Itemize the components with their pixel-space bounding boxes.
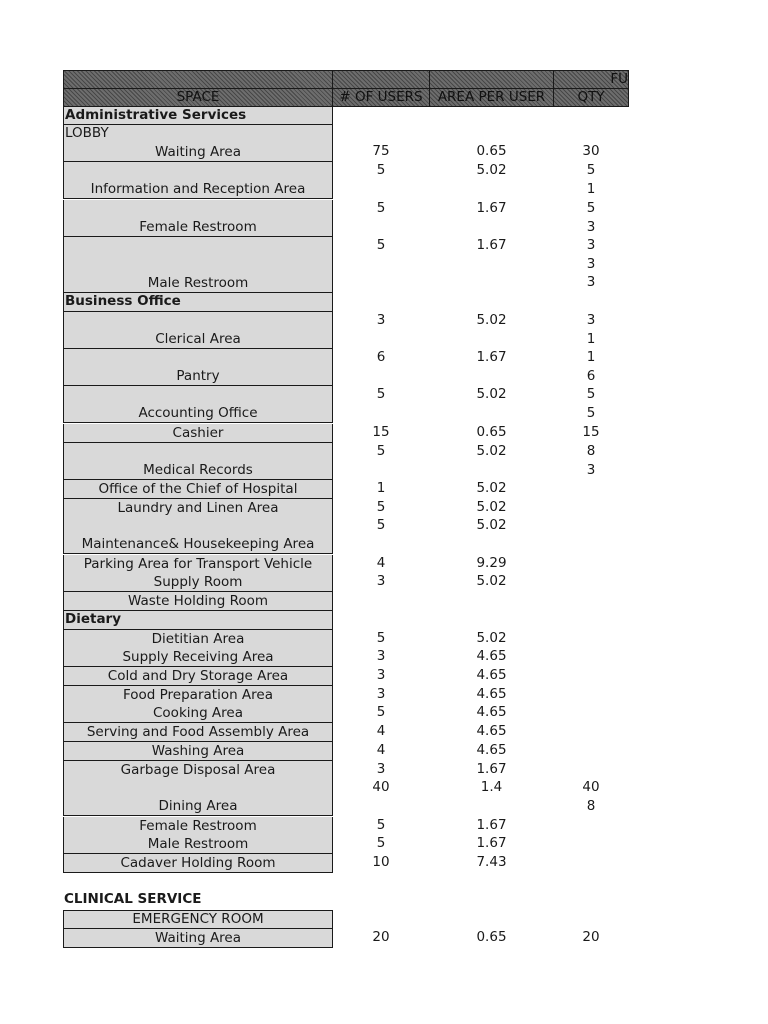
area-per-user-value[interactable]: 4.65 (476, 648, 507, 664)
area-per-user-value[interactable]: 0.65 (476, 929, 507, 945)
space-label: Laundry and Linen Area (117, 500, 279, 516)
space-label: Waste Holding Room (127, 593, 269, 609)
blank-row[interactable] (63, 873, 333, 892)
space-cell[interactable] (63, 424, 333, 443)
area-per-user-value[interactable]: 9.29 (476, 555, 507, 571)
space-label: Male Restroom (147, 836, 249, 852)
users-value[interactable]: 1 (376, 480, 386, 496)
space-label: Cadaver Holding Room (120, 855, 276, 871)
area-per-user-value[interactable]: 1.67 (476, 817, 507, 833)
space-label: Garbage Disposal Area (120, 762, 276, 778)
qty-value[interactable]: 3 (586, 237, 596, 253)
qty-value[interactable]: 6 (586, 368, 596, 384)
space-label: Administrative Services (65, 107, 247, 123)
space-cell[interactable] (63, 312, 333, 349)
users-value[interactable]: 3 (376, 761, 386, 777)
users-value[interactable]: 3 (376, 573, 386, 589)
qty-value[interactable]: 3 (586, 219, 596, 235)
space-label: Office of the Chief of Hospital (98, 481, 298, 497)
space-cell[interactable] (63, 648, 333, 667)
subsection-heading[interactable] (63, 125, 333, 144)
users-value[interactable]: 5 (376, 704, 386, 720)
space-label: Parking Area for Transport Vehicle (83, 556, 313, 572)
space-label: Medical Records (143, 462, 253, 478)
space-label: Cold and Dry Storage Area (107, 668, 289, 684)
space-label: Waiting Area (154, 930, 242, 946)
users-value[interactable]: 15 (372, 424, 390, 440)
space-cell[interactable] (63, 200, 333, 237)
users-value[interactable]: 5 (376, 162, 386, 178)
header-band-cell[interactable] (63, 70, 333, 89)
users-value[interactable]: 5 (376, 835, 386, 851)
space-cell[interactable] (63, 555, 333, 574)
space-label: Food Preparation Area (122, 687, 273, 703)
space-cell[interactable] (63, 723, 333, 742)
space-cell[interactable] (63, 761, 333, 780)
users-value[interactable]: 5 (376, 630, 386, 646)
space-cell[interactable] (63, 499, 333, 518)
users-value[interactable]: 6 (376, 349, 386, 365)
space-cell[interactable] (63, 929, 333, 948)
space-cell[interactable] (63, 742, 333, 761)
space-label: Supply Receiving Area (122, 649, 274, 665)
area-per-user-value[interactable]: 1.4 (480, 779, 503, 795)
area-per-user-value[interactable]: 7.43 (476, 854, 507, 870)
space-label: Serving and Food Assembly Area (86, 724, 310, 740)
users-value[interactable]: 4 (376, 555, 386, 571)
area-per-user-value[interactable]: 1.67 (476, 835, 507, 851)
area-per-user-value[interactable]: 0.65 (476, 424, 507, 440)
section-heading[interactable] (63, 106, 333, 125)
space-cell[interactable] (63, 835, 333, 854)
qty-value[interactable]: 3 (586, 256, 596, 272)
space-label: CLINICAL SERVICE (64, 891, 202, 907)
section-heading[interactable] (63, 293, 333, 312)
space-cell[interactable] (63, 573, 333, 592)
area-per-user-value[interactable]: 1.67 (476, 761, 507, 777)
area-per-user-value[interactable]: 5.02 (476, 573, 507, 589)
column-header[interactable]: SPACE (63, 88, 333, 107)
space-label: Washing Area (151, 743, 245, 759)
space-label: Male Restroom (147, 275, 249, 291)
space-cell[interactable] (63, 349, 333, 386)
qty-value[interactable]: 1 (586, 331, 596, 347)
space-label: Female Restroom (139, 219, 257, 235)
space-label: EMERGENCY ROOM (132, 911, 264, 927)
space-label: Cashier (172, 425, 224, 441)
space-cell[interactable] (63, 480, 333, 499)
qty-value[interactable]: 1 (586, 349, 596, 365)
area-per-user-value[interactable]: 1.67 (476, 237, 507, 253)
qty-value[interactable]: 5 (586, 200, 596, 216)
area-per-user-value[interactable]: 4.65 (476, 704, 507, 720)
space-cell[interactable] (63, 143, 333, 162)
column-header[interactable]: AREA PER USER (429, 88, 554, 107)
area-per-user-value[interactable]: 4.65 (476, 723, 507, 739)
space-cell[interactable] (63, 630, 333, 649)
space-cell[interactable] (63, 779, 333, 816)
space-cell[interactable] (63, 704, 333, 723)
area-per-user-value[interactable]: 4.65 (476, 667, 507, 683)
header-band-cell[interactable] (553, 70, 629, 89)
space-cell[interactable] (63, 386, 333, 423)
users-value[interactable]: 5 (376, 200, 386, 216)
users-value[interactable]: 5 (376, 237, 386, 253)
space-cell[interactable] (63, 443, 333, 480)
area-per-user-value[interactable]: 5.02 (476, 443, 507, 459)
area-per-user-value[interactable]: 5.02 (476, 480, 507, 496)
space-label: LOBBY (65, 125, 109, 141)
users-value[interactable]: 5 (376, 386, 386, 402)
qty-value[interactable]: 15 (582, 424, 600, 440)
space-label: Pantry (176, 368, 220, 384)
users-value[interactable]: 20 (372, 929, 390, 945)
qty-value[interactable]: 3 (586, 312, 596, 328)
qty-value[interactable]: 1 (586, 181, 596, 197)
users-value[interactable]: 5 (376, 517, 386, 533)
users-value[interactable]: 4 (376, 723, 386, 739)
users-value[interactable]: 3 (376, 648, 386, 664)
space-cell[interactable] (63, 667, 333, 686)
users-value[interactable]: 10 (372, 854, 390, 870)
space-cell[interactable] (63, 162, 333, 199)
qty-value[interactable]: 3 (586, 274, 596, 290)
qty-value[interactable]: 8 (586, 798, 596, 814)
space-label: Accounting Office (138, 405, 258, 421)
space-cell[interactable] (63, 237, 333, 293)
space-label: Information and Reception Area (90, 181, 306, 197)
space-cell[interactable] (63, 854, 333, 873)
qty-value[interactable]: 5 (586, 386, 596, 402)
area-per-user-value[interactable]: 4.65 (476, 686, 507, 702)
qty-value[interactable]: 5 (586, 405, 596, 421)
users-value[interactable]: 3 (376, 686, 386, 702)
space-label: Dietitian Area (151, 631, 245, 647)
area-per-user-value[interactable]: 5.02 (476, 630, 507, 646)
section-heading[interactable] (63, 891, 333, 910)
space-cell[interactable] (63, 517, 333, 554)
area-per-user-value[interactable]: 5.02 (476, 162, 507, 178)
space-label: Dining Area (158, 798, 238, 814)
space-cell[interactable] (63, 592, 333, 611)
area-per-user-value[interactable]: 5.02 (476, 499, 507, 515)
users-value[interactable]: 3 (376, 312, 386, 328)
qty-value[interactable]: 5 (586, 162, 596, 178)
space-label: Maintenance& Housekeeping Area (81, 536, 315, 552)
area-per-user-value[interactable]: 5.02 (476, 517, 507, 533)
space-label: Waiting Area (154, 144, 242, 160)
area-per-user-value[interactable]: 4.65 (476, 742, 507, 758)
section-heading[interactable] (63, 611, 333, 630)
space-label: Business Office (65, 293, 181, 309)
area-per-user-value[interactable]: 5.02 (476, 312, 507, 328)
area-per-user-value[interactable]: 1.67 (476, 349, 507, 365)
users-value[interactable]: 3 (376, 667, 386, 683)
space-label: Clerical Area (155, 331, 241, 347)
header-top-right-label: FU (610, 71, 628, 87)
qty-value[interactable]: 30 (582, 143, 600, 159)
space-label: Supply Room (153, 574, 243, 590)
users-value[interactable]: 75 (372, 143, 390, 159)
column-header[interactable]: QTY (553, 88, 629, 107)
users-value[interactable]: 4 (376, 742, 386, 758)
space-label: Female Restroom (139, 818, 257, 834)
qty-value[interactable]: 8 (586, 443, 596, 459)
users-value[interactable]: 5 (376, 499, 386, 515)
users-value[interactable]: 5 (376, 443, 386, 459)
space-cell[interactable] (63, 817, 333, 836)
space-label: Dietary (65, 611, 122, 627)
header-band-cell[interactable] (429, 70, 554, 89)
column-header[interactable]: # OF USERS (332, 88, 430, 107)
users-value[interactable]: 5 (376, 817, 386, 833)
space-label: Cooking Area (153, 705, 243, 721)
qty-value[interactable]: 3 (586, 462, 596, 478)
area-per-user-value[interactable]: 1.67 (476, 200, 507, 216)
space-cell[interactable] (63, 686, 333, 705)
area-per-user-value[interactable]: 5.02 (476, 386, 507, 402)
qty-value[interactable]: 40 (582, 779, 600, 795)
qty-value[interactable]: 20 (582, 929, 600, 945)
area-per-user-value[interactable]: 0.65 (476, 143, 507, 159)
header-band-cell[interactable] (332, 70, 430, 89)
space-cell[interactable] (63, 910, 333, 929)
users-value[interactable]: 40 (372, 779, 390, 795)
